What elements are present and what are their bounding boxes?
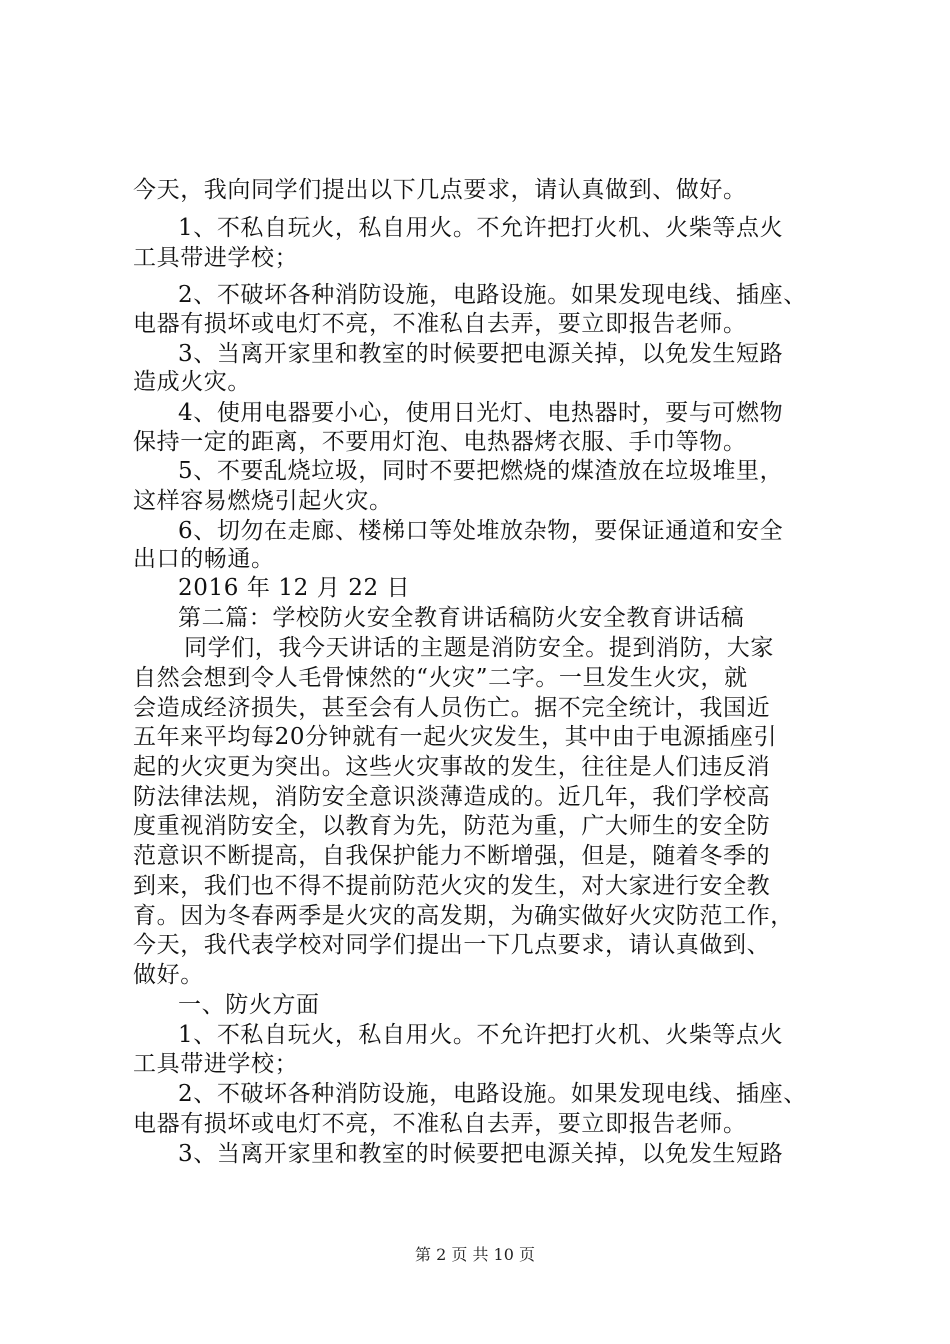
text-line: 会造成经济损失，甚至会有人员伤亡。据不完全统计，我国近 <box>133 695 771 721</box>
text-line: 电器有损坏或电灯不亮，不准私自去弄，要立即报告老师。 <box>133 1111 747 1137</box>
text-line: 造成火灾。 <box>133 369 251 395</box>
text-line: 1、不私自玩火，私自用火。不允许把打火机、火柴等点火 <box>178 1022 784 1048</box>
text-line: 2、不破坏各种消防设施，电路设施。如果发现电线、插座、 <box>178 282 807 308</box>
text-line: 防法律法规，消防安全意识淡薄造成的。近几年，我们学校高 <box>133 784 771 810</box>
text-line: 出口的畅通。 <box>133 546 275 572</box>
text-line: 1、不私自玩火，私自用火。不允许把打火机、火柴等点火 <box>178 215 784 241</box>
subsection-heading: 一、防火方面 <box>178 992 320 1018</box>
text-line: 今天，我向同学们提出以下几点要求，请认真做到、做好。 <box>133 177 747 203</box>
section-heading: 第二篇：学校防火安全教育讲话稿防火安全教育讲话稿 <box>178 605 745 631</box>
text-line: 起的火灾更为突出。这些火灾事故的发生，往往是人们违反消 <box>133 754 771 780</box>
text-line: 3、当离开家里和教室的时候要把电源关掉，以免发生短路 <box>178 1141 784 1167</box>
text-line: 范意识不断提高，自我保护能力不断增强，但是，随着冬季的 <box>133 843 771 869</box>
text-line: 同学们，我今天讲话的主题是消防安全。提到消防，大家 <box>184 635 774 661</box>
text-line: 3、当离开家里和教室的时候要把电源关掉，以免发生短路 <box>178 341 784 367</box>
text-line: 自然会想到令人毛骨悚然的“火灾”二字。一旦发生火灾，就 <box>133 665 748 691</box>
text-line: 5、不要乱烧垃圾，同时不要把燃烧的煤渣放在垃圾堆里， <box>178 458 784 484</box>
text-line: 工具带进学校； <box>133 245 299 271</box>
text-line: 保持一定的距离，不要用灯泡、电热器烤衣服、手巾等物。 <box>133 429 747 455</box>
text-line: 到来，我们也不得不提前防范火灾的发生，对大家进行安全教 <box>133 873 771 899</box>
text-line: 6、切勿在走廊、楼梯口等处堆放杂物，要保证通道和安全 <box>178 518 784 544</box>
text-line: 今天，我代表学校对同学们提出一下几点要求，请认真做到、 <box>133 932 771 958</box>
text-line: 五年来平均每20分钟就有一起火灾发生，其中由于电源插座引 <box>133 724 778 750</box>
text-line: 2、不破坏各种消防设施，电路设施。如果发现电线、插座、 <box>178 1081 807 1107</box>
text-line: 度重视消防安全，以教育为先，防范为重，广大师生的安全防 <box>133 813 771 839</box>
text-line: 电器有损坏或电灯不亮，不准私自去弄，要立即报告老师。 <box>133 311 747 337</box>
date-line: 2016 年 12 月 22 日 <box>178 575 411 601</box>
text-line: 4、使用电器要小心，使用日光灯、电热器时，要与可燃物 <box>178 400 784 426</box>
text-line: 这样容易燃烧引起火灾。 <box>133 488 393 514</box>
text-line: 工具带进学校； <box>133 1051 299 1077</box>
text-line: 做好。 <box>133 962 204 988</box>
page-number: 第 2 页 共 10 页 <box>415 1245 535 1264</box>
text-line: 育。因为冬春两季是火灾的高发期，为确实做好火灾防范工作， <box>133 903 794 929</box>
